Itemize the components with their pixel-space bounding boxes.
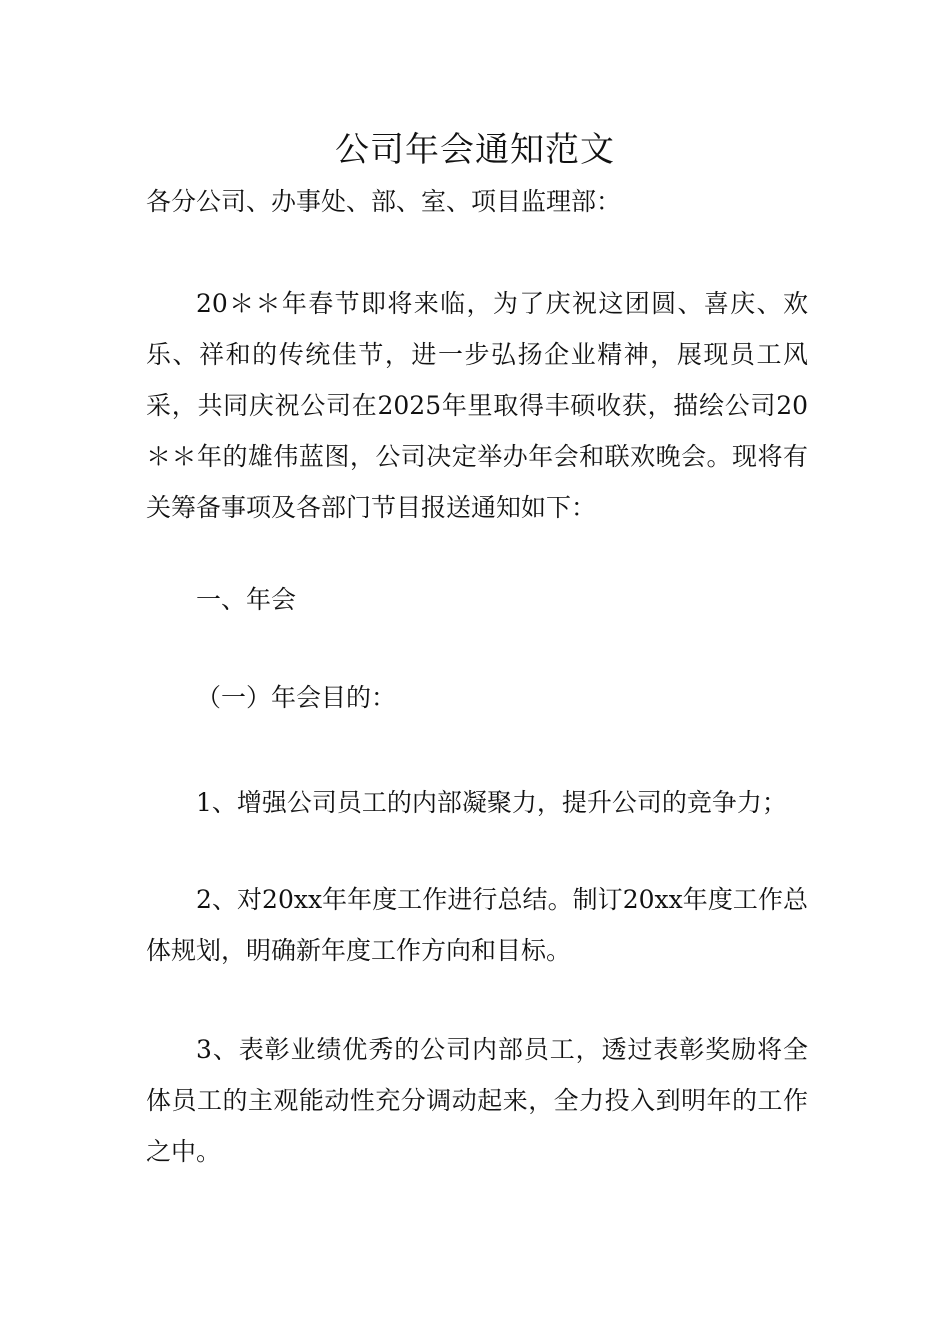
list-item: 3、表彰业绩优秀的公司内部员工，透过表彰奖励将全体员工的主观能动性充分调动起来，全力投入到明年的工作之中。: [146, 1035, 808, 1166]
salutation: 各分公司、办事处、部、室、项目监理部：: [146, 187, 622, 216]
subsection-heading: （一）年会目的：: [196, 683, 397, 712]
document-title: 公司年会通知范文: [335, 130, 615, 170]
list-item: 1、增强公司员工的内部凝聚力，提升公司的竞争力；: [196, 788, 787, 817]
section-heading: 一、年会: [196, 585, 297, 614]
list-item: 2、对20xx年年度工作进行总结。制订20xx年度工作总体规划，明确新年度工作方向和目标。: [146, 885, 808, 965]
intro-paragraph: 20＊＊年春节即将来临，为了庆祝这团圆、喜庆、欢乐、祥和的传统佳节，进一步弘扬企业精神，展现员工风采，共同庆祝公司在2025年里取得丰硕收获，描绘公司20＊＊年的雄伟蓝图，公司决定举办年会和联欢晚会。现将有关筹备事项及各部门节目报送通知如下：: [146, 289, 808, 522]
